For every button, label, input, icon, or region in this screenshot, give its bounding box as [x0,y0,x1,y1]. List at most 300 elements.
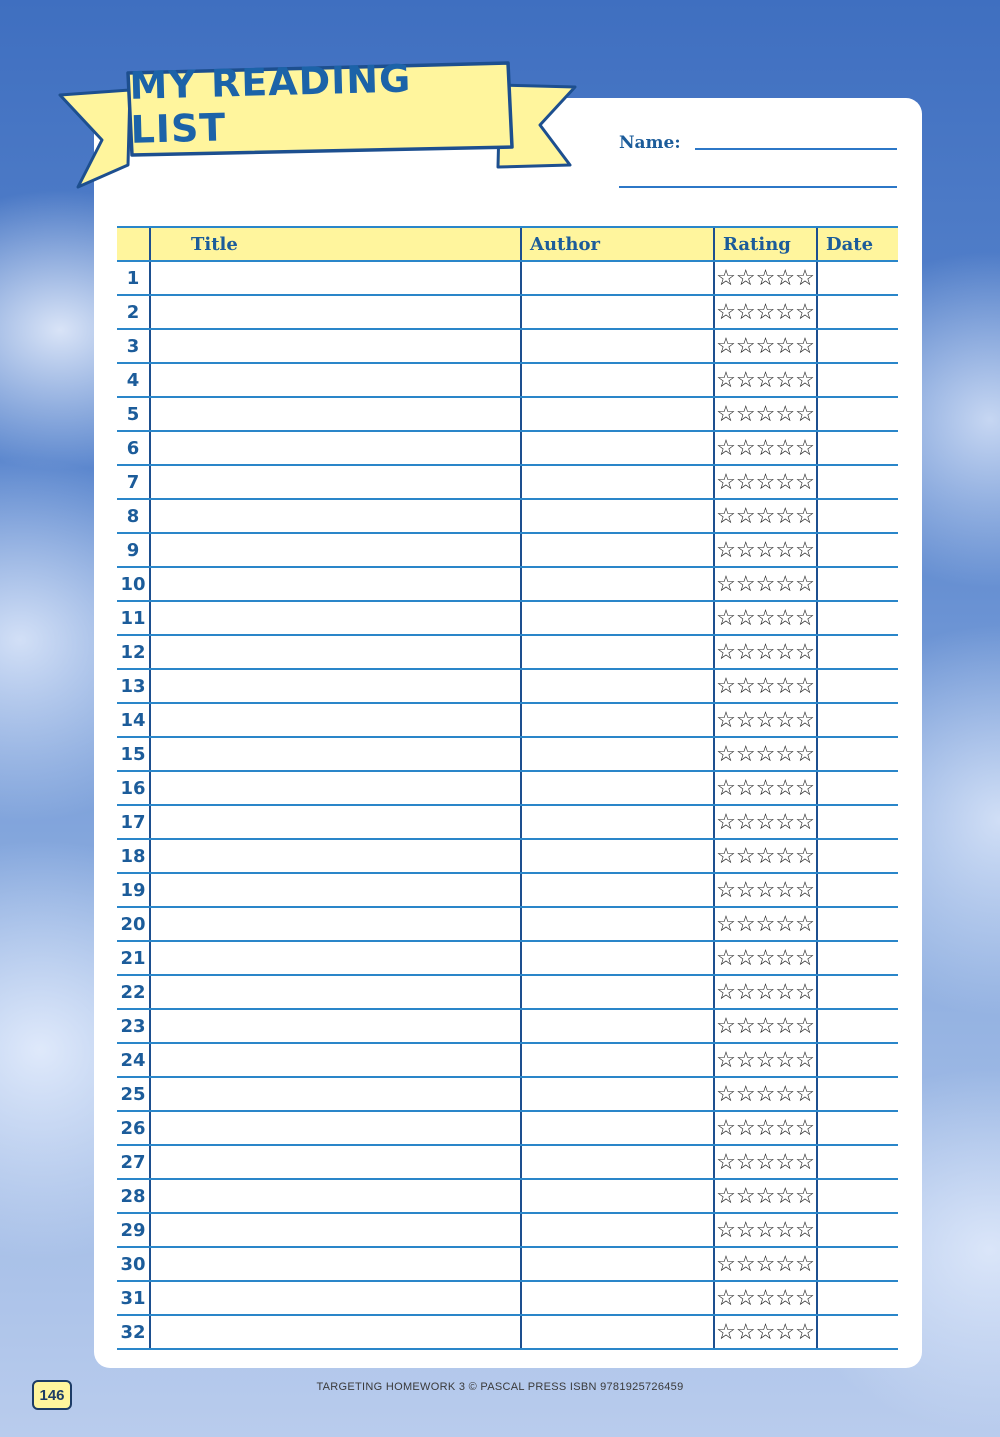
star-icon[interactable]: ☆ [716,673,736,698]
date-cell[interactable] [817,1281,898,1315]
title-cell[interactable] [150,669,521,703]
star-icon[interactable]: ☆ [735,877,756,902]
star-icon[interactable]: ☆ [795,843,815,868]
rating-stars[interactable] [715,330,816,362]
star-icon[interactable]: ☆ [775,1115,796,1140]
star-icon[interactable]: ☆ [735,333,756,358]
title-cell[interactable] [150,329,521,363]
author-cell[interactable] [521,669,714,703]
star-icon[interactable]: ☆ [735,775,756,800]
rating-stars[interactable] [715,806,816,838]
date-cell[interactable] [817,1145,898,1179]
star-icon[interactable]: ☆ [755,809,776,834]
author-cell[interactable] [521,431,714,465]
star-icon[interactable]: ☆ [755,333,776,358]
rating-stars[interactable] [715,772,816,804]
star-icon[interactable]: ☆ [795,333,815,358]
star-icon[interactable]: ☆ [795,877,815,902]
rating-cell[interactable] [714,839,817,873]
star-icon[interactable]: ☆ [735,1081,756,1106]
star-icon[interactable]: ☆ [775,605,796,630]
author-cell[interactable] [521,975,714,1009]
star-icon[interactable]: ☆ [775,1319,796,1344]
star-icon[interactable]: ☆ [716,1183,736,1208]
star-icon[interactable]: ☆ [755,741,776,766]
author-cell[interactable] [521,363,714,397]
star-icon[interactable]: ☆ [795,809,815,834]
rating-stars[interactable] [715,840,816,872]
date-cell[interactable] [817,601,898,635]
date-cell[interactable] [817,1315,898,1349]
star-icon[interactable]: ☆ [755,435,776,460]
title-cell[interactable] [150,1111,521,1145]
rating-stars[interactable] [715,1044,816,1076]
star-icon[interactable]: ☆ [775,1251,796,1276]
rating-cell[interactable] [714,805,817,839]
author-cell[interactable] [521,1281,714,1315]
author-cell[interactable] [521,499,714,533]
star-icon[interactable]: ☆ [716,877,736,902]
star-icon[interactable]: ☆ [716,537,736,562]
title-cell[interactable] [150,295,521,329]
title-cell[interactable] [150,533,521,567]
star-icon[interactable]: ☆ [735,809,756,834]
rating-cell[interactable] [714,771,817,805]
rating-cell[interactable] [714,1145,817,1179]
rating-stars[interactable] [715,364,816,396]
author-cell[interactable] [521,737,714,771]
date-cell[interactable] [817,1213,898,1247]
star-icon[interactable]: ☆ [735,1217,756,1242]
author-cell[interactable] [521,533,714,567]
rating-cell[interactable] [714,873,817,907]
rating-stars[interactable] [715,466,816,498]
author-cell[interactable] [521,601,714,635]
rating-cell[interactable] [714,941,817,975]
star-icon[interactable]: ☆ [775,911,796,936]
star-icon[interactable]: ☆ [775,571,796,596]
rating-cell[interactable] [714,1043,817,1077]
star-icon[interactable]: ☆ [716,1217,736,1242]
title-cell[interactable] [150,635,521,669]
star-icon[interactable]: ☆ [795,299,815,324]
rating-stars[interactable] [715,942,816,974]
star-icon[interactable]: ☆ [735,435,756,460]
rating-cell[interactable] [714,1179,817,1213]
star-icon[interactable]: ☆ [735,265,756,290]
star-icon[interactable]: ☆ [755,1115,776,1140]
star-icon[interactable]: ☆ [755,469,776,494]
date-cell[interactable] [817,1111,898,1145]
star-icon[interactable]: ☆ [755,1013,776,1038]
date-cell[interactable] [817,397,898,431]
author-cell[interactable] [521,1077,714,1111]
star-icon[interactable]: ☆ [716,639,736,664]
star-icon[interactable]: ☆ [795,469,815,494]
author-cell[interactable] [521,805,714,839]
star-icon[interactable]: ☆ [755,911,776,936]
star-icon[interactable]: ☆ [795,1013,815,1038]
star-icon[interactable]: ☆ [755,1149,776,1174]
date-cell[interactable] [817,329,898,363]
rating-cell[interactable] [714,907,817,941]
rating-stars[interactable] [715,976,816,1008]
author-cell[interactable] [521,1213,714,1247]
author-cell[interactable] [521,465,714,499]
star-icon[interactable]: ☆ [755,775,776,800]
star-icon[interactable]: ☆ [716,979,736,1004]
star-icon[interactable]: ☆ [735,299,756,324]
date-cell[interactable] [817,941,898,975]
rating-cell[interactable] [714,465,817,499]
date-cell[interactable] [817,533,898,567]
star-icon[interactable]: ☆ [716,367,736,392]
title-cell[interactable] [150,261,521,295]
rating-cell[interactable] [714,1213,817,1247]
rating-cell[interactable] [714,1315,817,1349]
author-cell[interactable] [521,397,714,431]
date-cell[interactable] [817,1043,898,1077]
star-icon[interactable]: ☆ [755,1319,776,1344]
star-icon[interactable]: ☆ [755,367,776,392]
star-icon[interactable]: ☆ [716,401,736,426]
date-cell[interactable] [817,737,898,771]
date-cell[interactable] [817,567,898,601]
title-cell[interactable] [150,1247,521,1281]
star-icon[interactable]: ☆ [755,571,776,596]
star-icon[interactable]: ☆ [795,639,815,664]
star-icon[interactable]: ☆ [735,537,756,562]
title-cell[interactable] [150,601,521,635]
star-icon[interactable]: ☆ [716,945,736,970]
star-icon[interactable]: ☆ [735,639,756,664]
star-icon[interactable]: ☆ [755,299,776,324]
star-icon[interactable]: ☆ [795,1115,815,1140]
star-icon[interactable]: ☆ [775,537,796,562]
date-cell[interactable] [817,635,898,669]
star-icon[interactable]: ☆ [716,503,736,528]
title-cell[interactable] [150,703,521,737]
star-icon[interactable]: ☆ [755,639,776,664]
rating-stars[interactable] [715,1316,816,1348]
star-icon[interactable]: ☆ [755,1285,776,1310]
title-cell[interactable] [150,499,521,533]
star-icon[interactable]: ☆ [716,1081,736,1106]
star-icon[interactable]: ☆ [716,707,736,732]
author-cell[interactable] [521,1145,714,1179]
star-icon[interactable]: ☆ [735,1047,756,1072]
star-icon[interactable]: ☆ [775,333,796,358]
star-icon[interactable]: ☆ [755,401,776,426]
star-icon[interactable]: ☆ [735,469,756,494]
star-icon[interactable]: ☆ [795,1183,815,1208]
rating-stars[interactable] [715,1146,816,1178]
star-icon[interactable]: ☆ [795,741,815,766]
rating-cell[interactable] [714,295,817,329]
star-icon[interactable]: ☆ [755,1047,776,1072]
star-icon[interactable]: ☆ [735,1285,756,1310]
star-icon[interactable]: ☆ [775,673,796,698]
star-icon[interactable]: ☆ [735,503,756,528]
star-icon[interactable]: ☆ [795,1217,815,1242]
rating-cell[interactable] [714,1247,817,1281]
title-cell[interactable] [150,1077,521,1111]
star-icon[interactable]: ☆ [775,707,796,732]
rating-stars[interactable] [715,908,816,940]
title-cell[interactable] [150,431,521,465]
star-icon[interactable]: ☆ [716,435,736,460]
rating-cell[interactable] [714,431,817,465]
star-icon[interactable]: ☆ [755,979,776,1004]
rating-stars[interactable] [715,670,816,702]
author-cell[interactable] [521,635,714,669]
author-cell[interactable] [521,1315,714,1349]
title-cell[interactable] [150,907,521,941]
name-field-second-line[interactable] [619,186,897,188]
star-icon[interactable]: ☆ [795,367,815,392]
star-icon[interactable]: ☆ [755,503,776,528]
rating-stars[interactable] [715,1010,816,1042]
rating-cell[interactable] [714,669,817,703]
star-icon[interactable]: ☆ [775,299,796,324]
date-cell[interactable] [817,465,898,499]
star-icon[interactable]: ☆ [795,1319,815,1344]
author-cell[interactable] [521,907,714,941]
date-cell[interactable] [817,363,898,397]
star-icon[interactable]: ☆ [795,979,815,1004]
star-icon[interactable]: ☆ [716,469,736,494]
star-icon[interactable]: ☆ [716,1285,736,1310]
star-icon[interactable]: ☆ [775,1047,796,1072]
name-field-line[interactable] [695,148,897,150]
star-icon[interactable]: ☆ [735,605,756,630]
title-cell[interactable] [150,941,521,975]
date-cell[interactable] [817,873,898,907]
title-cell[interactable] [150,363,521,397]
date-cell[interactable] [817,839,898,873]
title-cell[interactable] [150,567,521,601]
author-cell[interactable] [521,329,714,363]
rating-cell[interactable] [714,363,817,397]
rating-cell[interactable] [714,635,817,669]
author-cell[interactable] [521,839,714,873]
star-icon[interactable]: ☆ [735,1013,756,1038]
author-cell[interactable] [521,703,714,737]
date-cell[interactable] [817,1247,898,1281]
star-icon[interactable]: ☆ [735,945,756,970]
star-icon[interactable]: ☆ [795,537,815,562]
star-icon[interactable]: ☆ [716,333,736,358]
title-cell[interactable] [150,465,521,499]
rating-stars[interactable] [715,1112,816,1144]
star-icon[interactable]: ☆ [716,1149,736,1174]
title-cell[interactable] [150,1281,521,1315]
star-icon[interactable]: ☆ [716,1115,736,1140]
star-icon[interactable]: ☆ [735,843,756,868]
title-cell[interactable] [150,1179,521,1213]
star-icon[interactable]: ☆ [716,299,736,324]
author-cell[interactable] [521,1179,714,1213]
star-icon[interactable]: ☆ [795,1047,815,1072]
star-icon[interactable]: ☆ [775,1149,796,1174]
rating-stars[interactable] [715,1180,816,1212]
date-cell[interactable] [817,771,898,805]
author-cell[interactable] [521,771,714,805]
rating-stars[interactable] [715,1282,816,1314]
star-icon[interactable]: ☆ [775,945,796,970]
date-cell[interactable] [817,295,898,329]
date-cell[interactable] [817,975,898,1009]
rating-stars[interactable] [715,1214,816,1246]
rating-cell[interactable] [714,1281,817,1315]
author-cell[interactable] [521,1111,714,1145]
star-icon[interactable]: ☆ [795,265,815,290]
star-icon[interactable]: ☆ [735,673,756,698]
rating-stars[interactable] [715,432,816,464]
star-icon[interactable]: ☆ [795,401,815,426]
date-cell[interactable] [817,669,898,703]
rating-stars[interactable] [715,1078,816,1110]
star-icon[interactable]: ☆ [795,571,815,596]
title-cell[interactable] [150,1009,521,1043]
star-icon[interactable]: ☆ [716,1251,736,1276]
author-cell[interactable] [521,295,714,329]
star-icon[interactable]: ☆ [716,265,736,290]
author-cell[interactable] [521,873,714,907]
star-icon[interactable]: ☆ [795,1149,815,1174]
rating-cell[interactable] [714,975,817,1009]
star-icon[interactable]: ☆ [775,435,796,460]
star-icon[interactable]: ☆ [755,1251,776,1276]
star-icon[interactable]: ☆ [795,435,815,460]
rating-stars[interactable] [715,738,816,770]
star-icon[interactable]: ☆ [775,469,796,494]
star-icon[interactable]: ☆ [755,673,776,698]
rating-cell[interactable] [714,601,817,635]
title-cell[interactable] [150,805,521,839]
author-cell[interactable] [521,1043,714,1077]
date-cell[interactable] [817,499,898,533]
star-icon[interactable]: ☆ [735,1251,756,1276]
star-icon[interactable]: ☆ [775,809,796,834]
star-icon[interactable]: ☆ [755,537,776,562]
author-cell[interactable] [521,567,714,601]
title-cell[interactable] [150,771,521,805]
rating-stars[interactable] [715,296,816,328]
date-cell[interactable] [817,1179,898,1213]
star-icon[interactable]: ☆ [716,1047,736,1072]
rating-cell[interactable] [714,261,817,295]
rating-stars[interactable] [715,704,816,736]
star-icon[interactable]: ☆ [716,571,736,596]
title-cell[interactable] [150,1145,521,1179]
star-icon[interactable]: ☆ [775,503,796,528]
star-icon[interactable]: ☆ [755,877,776,902]
star-icon[interactable]: ☆ [775,401,796,426]
date-cell[interactable] [817,805,898,839]
star-icon[interactable]: ☆ [775,1013,796,1038]
star-icon[interactable]: ☆ [755,1081,776,1106]
rating-cell[interactable] [714,499,817,533]
star-icon[interactable]: ☆ [795,605,815,630]
star-icon[interactable]: ☆ [755,945,776,970]
rating-cell[interactable] [714,397,817,431]
star-icon[interactable]: ☆ [775,1081,796,1106]
rating-cell[interactable] [714,329,817,363]
star-icon[interactable]: ☆ [735,571,756,596]
star-icon[interactable]: ☆ [795,1081,815,1106]
date-cell[interactable] [817,907,898,941]
rating-stars[interactable] [715,534,816,566]
star-icon[interactable]: ☆ [735,1149,756,1174]
rating-stars[interactable] [715,602,816,634]
star-icon[interactable]: ☆ [735,741,756,766]
star-icon[interactable]: ☆ [755,1183,776,1208]
star-icon[interactable]: ☆ [735,1319,756,1344]
title-cell[interactable] [150,839,521,873]
star-icon[interactable]: ☆ [755,707,776,732]
date-cell[interactable] [817,431,898,465]
star-icon[interactable]: ☆ [775,1217,796,1242]
star-icon[interactable]: ☆ [716,911,736,936]
star-icon[interactable]: ☆ [775,1285,796,1310]
rating-stars[interactable] [715,398,816,430]
rating-cell[interactable] [714,1111,817,1145]
star-icon[interactable]: ☆ [716,605,736,630]
author-cell[interactable] [521,261,714,295]
star-icon[interactable]: ☆ [795,1251,815,1276]
star-icon[interactable]: ☆ [735,979,756,1004]
star-icon[interactable]: ☆ [755,843,776,868]
rating-cell[interactable] [714,703,817,737]
star-icon[interactable]: ☆ [735,911,756,936]
rating-cell[interactable] [714,737,817,771]
star-icon[interactable]: ☆ [775,741,796,766]
star-icon[interactable]: ☆ [716,741,736,766]
rating-stars[interactable] [715,568,816,600]
rating-cell[interactable] [714,567,817,601]
star-icon[interactable]: ☆ [795,673,815,698]
star-icon[interactable]: ☆ [795,1285,815,1310]
star-icon[interactable]: ☆ [735,1115,756,1140]
star-icon[interactable]: ☆ [716,809,736,834]
rating-stars[interactable] [715,262,816,294]
rating-cell[interactable] [714,1009,817,1043]
star-icon[interactable]: ☆ [716,775,736,800]
date-cell[interactable] [817,703,898,737]
star-icon[interactable]: ☆ [735,1183,756,1208]
title-cell[interactable] [150,1213,521,1247]
author-cell[interactable] [521,1009,714,1043]
star-icon[interactable]: ☆ [735,707,756,732]
star-icon[interactable]: ☆ [775,877,796,902]
star-icon[interactable]: ☆ [795,775,815,800]
star-icon[interactable]: ☆ [716,843,736,868]
star-icon[interactable]: ☆ [775,979,796,1004]
star-icon[interactable]: ☆ [795,707,815,732]
star-icon[interactable]: ☆ [716,1013,736,1038]
star-icon[interactable]: ☆ [775,265,796,290]
star-icon[interactable]: ☆ [775,775,796,800]
title-cell[interactable] [150,397,521,431]
star-icon[interactable]: ☆ [795,911,815,936]
author-cell[interactable] [521,941,714,975]
star-icon[interactable]: ☆ [735,367,756,392]
rating-cell[interactable] [714,533,817,567]
rating-stars[interactable] [715,1248,816,1280]
star-icon[interactable]: ☆ [755,1217,776,1242]
rating-stars[interactable] [715,636,816,668]
